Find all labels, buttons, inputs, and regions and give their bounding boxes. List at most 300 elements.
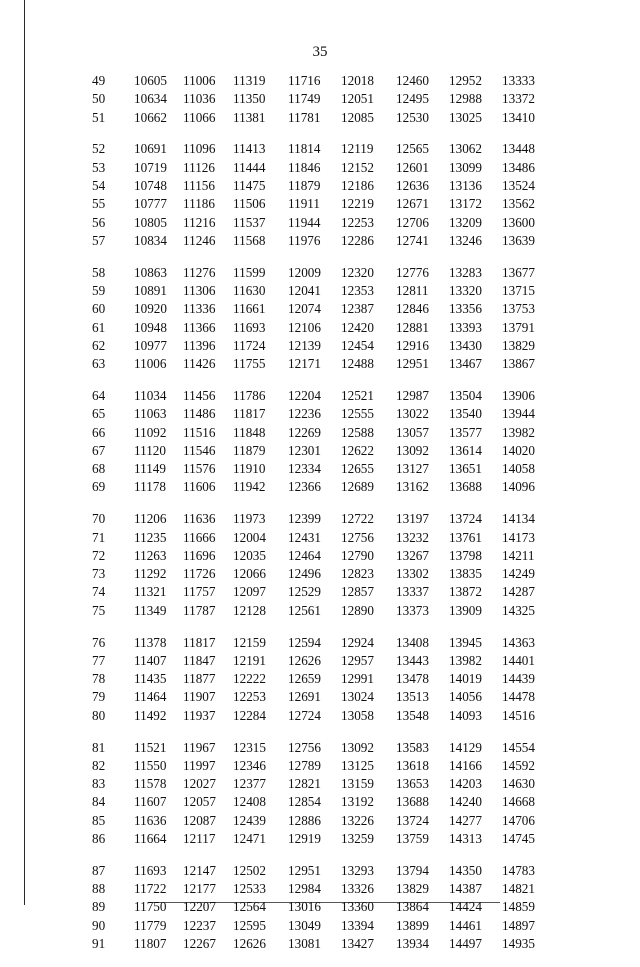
table-cell: 14020 — [502, 442, 535, 458]
table-cell: 14497 — [449, 935, 482, 951]
table-row — [70, 670, 570, 688]
table-cell: 12253 — [341, 214, 374, 230]
table-cell: 12857 — [341, 584, 374, 600]
table-cell: 12561 — [288, 602, 321, 618]
table-cell: 10605 — [134, 73, 167, 88]
table-cell: 11206 — [134, 511, 167, 527]
table-cell: 12159 — [233, 634, 266, 650]
table-cell: 13724 — [396, 812, 429, 828]
table-cell: 11847 — [183, 652, 216, 668]
table-row — [70, 862, 570, 880]
table-cell: 13791 — [502, 319, 535, 335]
table-cell: 11156 — [183, 177, 215, 193]
table-cell: 12207 — [183, 899, 216, 915]
table-cell: 11817 — [183, 634, 216, 650]
row-index-cell: 77 — [92, 652, 106, 668]
table-row — [70, 442, 570, 460]
table-cell: 11378 — [134, 634, 167, 650]
table-cell: 10834 — [134, 232, 167, 248]
table-cell: 14313 — [449, 830, 482, 846]
table-cell: 11630 — [233, 282, 266, 298]
table-cell: 11911 — [288, 196, 320, 212]
table-cell: 12253 — [233, 689, 266, 705]
table-cell: 12353 — [341, 282, 374, 298]
table-cell: 11879 — [288, 177, 321, 193]
row-index-cell: 59 — [92, 282, 106, 298]
table-cell: 11336 — [183, 301, 216, 317]
table-row — [70, 195, 570, 213]
table-cell: 11036 — [183, 91, 216, 107]
row-index-cell: 55 — [92, 196, 106, 212]
table-cell: 11757 — [183, 584, 216, 600]
row-index-cell: 56 — [92, 214, 106, 230]
table-row — [70, 739, 570, 757]
table-cell: 11944 — [288, 214, 321, 230]
table-cell: 11846 — [288, 159, 321, 175]
table-cell: 14439 — [502, 671, 535, 687]
table-cell: 11456 — [183, 387, 216, 403]
table-cell: 13688 — [449, 479, 482, 495]
table-cell: 12119 — [341, 141, 374, 157]
table-row — [70, 935, 570, 953]
table-cell: 12952 — [449, 73, 482, 88]
table-cell: 11807 — [134, 935, 167, 951]
row-index-cell: 67 — [92, 442, 106, 458]
table-cell: 13583 — [396, 739, 429, 755]
table-cell: 11599 — [233, 264, 266, 280]
table-row — [70, 232, 570, 250]
row-index-cell: 73 — [92, 566, 106, 582]
table-cell: 13356 — [449, 301, 482, 317]
table-cell: 13945 — [449, 634, 482, 650]
table-cell: 12018 — [341, 73, 374, 88]
row-index-cell: 72 — [92, 547, 106, 563]
table-cell: 13448 — [502, 141, 535, 157]
table-cell: 12495 — [396, 91, 429, 107]
table-cell: 11750 — [134, 899, 167, 915]
table-cell: 11537 — [233, 214, 266, 230]
table-cell: 13759 — [396, 830, 429, 846]
table-row-group — [70, 739, 570, 849]
table-cell: 14401 — [502, 652, 535, 668]
table-row — [70, 72, 570, 90]
table-cell: 11066 — [183, 109, 216, 125]
row-index-cell: 78 — [92, 671, 106, 687]
table-cell: 14240 — [449, 794, 482, 810]
table-cell: 14424 — [449, 899, 482, 915]
table-cell: 12051 — [341, 91, 374, 107]
row-index-cell: 89 — [92, 899, 106, 915]
table-cell: 13867 — [502, 356, 535, 372]
table-cell: 13829 — [396, 881, 429, 897]
table-cell: 11321 — [134, 584, 167, 600]
table-row — [70, 757, 570, 775]
table-cell: 12924 — [341, 634, 374, 650]
table-row-group — [70, 634, 570, 725]
table-cell: 12027 — [183, 776, 216, 792]
table-cell: 13360 — [341, 899, 374, 915]
table-cell: 10748 — [134, 177, 167, 193]
table-cell: 11349 — [134, 602, 167, 618]
table-row — [70, 109, 570, 127]
table-cell: 13232 — [396, 529, 429, 545]
table-cell: 12988 — [449, 91, 482, 107]
table-cell: 12823 — [341, 566, 374, 582]
table-cell: 13761 — [449, 529, 482, 545]
table-cell: 10691 — [134, 141, 167, 157]
table-cell: 13326 — [341, 881, 374, 897]
table-row — [70, 355, 570, 373]
row-index-cell: 66 — [92, 424, 106, 440]
table-cell: 12236 — [288, 406, 321, 422]
table-cell: 14019 — [449, 671, 482, 687]
table-cell: 12886 — [288, 812, 321, 828]
table-cell: 13724 — [449, 511, 482, 527]
table-cell: 11426 — [183, 356, 216, 372]
table-cell: 14277 — [449, 812, 482, 828]
table-cell: 11910 — [233, 461, 266, 477]
table-cell: 12984 — [288, 881, 321, 897]
table-cell: 13136 — [449, 177, 482, 193]
table-cell: 13504 — [449, 387, 482, 403]
table-cell: 11726 — [183, 566, 216, 582]
table-cell: 11787 — [183, 602, 216, 618]
table-cell: 13486 — [502, 159, 535, 175]
table-cell: 14897 — [502, 917, 535, 933]
table-cell: 12811 — [396, 282, 429, 298]
table-cell: 14173 — [502, 529, 535, 545]
table-cell: 11976 — [288, 232, 321, 248]
table-cell: 11576 — [183, 461, 216, 477]
row-index-cell: 58 — [92, 264, 106, 280]
table-cell: 12066 — [233, 566, 266, 582]
table-cell: 14745 — [502, 830, 535, 846]
table-cell: 14056 — [449, 689, 482, 705]
table-cell: 11516 — [183, 424, 216, 440]
table-cell: 11034 — [134, 387, 167, 403]
table-cell: 13524 — [502, 177, 535, 193]
table-row — [70, 812, 570, 830]
table-cell: 12171 — [288, 356, 321, 372]
table-cell: 12106 — [288, 319, 321, 335]
row-index-cell: 54 — [92, 177, 106, 193]
table-cell: 13022 — [396, 406, 429, 422]
table-cell: 12439 — [233, 812, 266, 828]
table-cell: 12594 — [288, 634, 321, 650]
table-cell: 12890 — [341, 602, 374, 618]
table-cell: 11546 — [183, 442, 216, 458]
table-cell: 13934 — [396, 935, 429, 951]
table-cell: 11997 — [183, 757, 216, 773]
table-cell: 12789 — [288, 757, 321, 773]
row-index-cell: 57 — [92, 232, 106, 248]
table-cell: 11550 — [134, 757, 167, 773]
table-cell: 12035 — [233, 547, 266, 563]
table-row-group — [70, 510, 570, 620]
table-cell: 12284 — [233, 707, 266, 723]
table-cell: 14287 — [502, 584, 535, 600]
table-cell: 11276 — [183, 264, 216, 280]
table-cell: 12431 — [288, 529, 321, 545]
table-cell: 10777 — [134, 196, 167, 212]
table-row — [70, 510, 570, 528]
table-cell: 11486 — [183, 406, 216, 422]
table-cell: 11722 — [134, 881, 167, 897]
table-cell: 12622 — [341, 442, 374, 458]
table-cell: 10805 — [134, 214, 167, 230]
table-cell: 13548 — [396, 707, 429, 723]
table-cell: 12636 — [396, 177, 429, 193]
table-cell: 14211 — [502, 547, 535, 563]
table-cell: 12919 — [288, 830, 321, 846]
table-row — [70, 177, 570, 195]
table-cell: 13226 — [341, 812, 374, 828]
table-row — [70, 300, 570, 318]
table-cell: 13798 — [449, 547, 482, 563]
table-row — [70, 264, 570, 282]
table-cell: 11749 — [288, 91, 321, 107]
table-cell: 12377 — [233, 776, 266, 792]
table-cell: 13373 — [396, 602, 429, 618]
table-cell: 12626 — [288, 652, 321, 668]
table-cell: 11006 — [183, 73, 216, 88]
table-cell: 13016 — [288, 899, 321, 915]
table-cell: 12219 — [341, 196, 374, 212]
table-cell: 11696 — [183, 547, 216, 563]
table-cell: 12854 — [288, 794, 321, 810]
table-cell: 14783 — [502, 862, 535, 878]
table-cell: 12408 — [233, 794, 266, 810]
table-cell: 12204 — [288, 387, 321, 403]
table-cell: 11755 — [233, 356, 266, 372]
table-cell: 12951 — [396, 356, 429, 372]
table-cell: 12502 — [233, 862, 266, 878]
row-index-cell: 84 — [92, 794, 106, 810]
table-cell: 13293 — [341, 862, 374, 878]
table-cell: 12222 — [233, 671, 266, 687]
table-cell: 13600 — [502, 214, 535, 230]
row-index-cell: 70 — [92, 511, 106, 527]
row-index-cell: 90 — [92, 917, 106, 933]
table-cell: 12565 — [396, 141, 429, 157]
table-cell: 13246 — [449, 232, 482, 248]
table-cell: 12009 — [288, 264, 321, 280]
table-cell: 12454 — [341, 337, 374, 353]
table-cell: 12689 — [341, 479, 374, 495]
table-cell: 12659 — [288, 671, 321, 687]
row-index-cell: 82 — [92, 757, 106, 773]
table-cell: 11366 — [183, 319, 216, 335]
table-cell: 14134 — [502, 511, 535, 527]
table-cell: 11607 — [134, 794, 167, 810]
table-row — [70, 775, 570, 793]
table-cell: 13159 — [341, 776, 374, 792]
table-cell: 11781 — [288, 109, 321, 125]
table-cell: 13025 — [449, 109, 482, 125]
table-cell: 12595 — [233, 917, 266, 933]
table-row — [70, 565, 570, 583]
table-cell: 14350 — [449, 862, 482, 878]
table-row — [70, 547, 570, 565]
table-row — [70, 478, 570, 496]
table-cell: 11063 — [134, 406, 167, 422]
table-cell: 12460 — [396, 73, 429, 88]
table-cell: 12471 — [233, 830, 266, 846]
table-cell: 14821 — [502, 881, 535, 897]
table-cell: 11973 — [233, 511, 266, 527]
table-cell: 11319 — [233, 73, 266, 88]
table-cell: 12085 — [341, 109, 374, 125]
table-row — [70, 652, 570, 670]
table-cell: 12346 — [233, 757, 266, 773]
table-cell: 12626 — [233, 935, 266, 951]
table-cell: 11444 — [233, 159, 266, 175]
table-cell: 12671 — [396, 196, 429, 212]
table-cell: 12464 — [288, 547, 321, 563]
table-cell: 13906 — [502, 387, 535, 403]
table-row — [70, 880, 570, 898]
row-index-cell: 80 — [92, 707, 106, 723]
table-cell: 11848 — [233, 424, 266, 440]
table-cell: 13172 — [449, 196, 482, 212]
table-cell: 11693 — [233, 319, 266, 335]
table-row — [70, 793, 570, 811]
table-cell: 11877 — [183, 671, 216, 687]
table-cell: 11149 — [134, 461, 166, 477]
table-cell: 14129 — [449, 739, 482, 755]
table-cell: 13162 — [396, 479, 429, 495]
table-cell: 13909 — [449, 602, 482, 618]
table-cell: 11292 — [134, 566, 167, 582]
table-row — [70, 688, 570, 706]
table-cell: 13467 — [449, 356, 482, 372]
table-cell: 11506 — [233, 196, 266, 212]
table-row — [70, 529, 570, 547]
table-cell: 14592 — [502, 757, 535, 773]
table-cell: 12097 — [233, 584, 266, 600]
table-cell: 13410 — [502, 109, 535, 125]
table-row — [70, 319, 570, 337]
table-cell: 13899 — [396, 917, 429, 933]
table-cell: 13062 — [449, 141, 482, 157]
table-cell: 12366 — [288, 479, 321, 495]
table-cell: 13430 — [449, 337, 482, 353]
table-cell: 12315 — [233, 739, 266, 755]
table-cell: 11636 — [134, 812, 167, 828]
table-cell: 10977 — [134, 337, 167, 353]
table-cell: 12756 — [341, 529, 374, 545]
table-cell: 11178 — [134, 479, 166, 495]
table-cell: 12991 — [341, 671, 374, 687]
row-index-cell: 86 — [92, 830, 106, 846]
table-cell: 13478 — [396, 671, 429, 687]
table-row — [70, 387, 570, 405]
table-cell: 14478 — [502, 689, 535, 705]
row-index-cell: 63 — [92, 356, 106, 372]
table-cell: 13024 — [341, 689, 374, 705]
table-cell: 12147 — [183, 862, 216, 878]
table-cell: 14203 — [449, 776, 482, 792]
table-cell: 13092 — [341, 739, 374, 755]
table-cell: 14387 — [449, 881, 482, 897]
row-index-cell: 91 — [92, 935, 106, 951]
table-cell: 12237 — [183, 917, 216, 933]
table-cell: 13677 — [502, 264, 535, 280]
row-index-cell: 52 — [92, 141, 106, 157]
table-cell: 12555 — [341, 406, 374, 422]
table-cell: 12420 — [341, 319, 374, 335]
table-cell: 14461 — [449, 917, 482, 933]
table-cell: 12041 — [288, 282, 321, 298]
table-cell: 14166 — [449, 757, 482, 773]
table-cell: 12186 — [341, 177, 374, 193]
table-cell: 11120 — [134, 442, 166, 458]
row-index-cell: 83 — [92, 776, 106, 792]
page-left-edge — [24, 0, 25, 905]
table-cell: 13259 — [341, 830, 374, 846]
table-cell: 12128 — [233, 602, 266, 618]
table-cell: 11186 — [183, 196, 215, 212]
table-cell: 14935 — [502, 935, 535, 951]
table-cell: 11661 — [233, 301, 266, 317]
table-cell: 13688 — [396, 794, 429, 810]
table-cell: 14516 — [502, 707, 535, 723]
table-cell: 11578 — [134, 776, 167, 792]
table-cell: 12087 — [183, 812, 216, 828]
table-cell: 13715 — [502, 282, 535, 298]
table-cell: 11814 — [288, 141, 321, 157]
table-cell: 13058 — [341, 707, 374, 723]
row-index-cell: 87 — [92, 862, 106, 878]
table-cell: 11521 — [134, 739, 167, 755]
table-cell: 13333 — [502, 73, 535, 88]
table-row-group — [70, 264, 570, 374]
table-cell: 12177 — [183, 881, 216, 897]
table-row — [70, 405, 570, 423]
table-cell: 12987 — [396, 387, 429, 403]
table-cell: 13192 — [341, 794, 374, 810]
table-cell: 12951 — [288, 862, 321, 878]
table-cell: 10719 — [134, 159, 167, 175]
table-cell: 12191 — [233, 652, 266, 668]
table-cell: 11475 — [233, 177, 266, 193]
table-cell: 13753 — [502, 301, 535, 317]
table-cell: 13092 — [396, 442, 429, 458]
table-cell: 13982 — [449, 652, 482, 668]
row-index-cell: 88 — [92, 881, 106, 897]
table-cell: 12301 — [288, 442, 321, 458]
row-index-cell: 75 — [92, 602, 106, 618]
table-cell: 13829 — [502, 337, 535, 353]
table-row — [70, 830, 570, 848]
table-cell: 14249 — [502, 566, 535, 582]
table-cell: 11413 — [233, 141, 266, 157]
table-row — [70, 602, 570, 620]
table-cell: 12286 — [341, 232, 374, 248]
row-index-cell: 74 — [92, 584, 106, 600]
table-cell: 13540 — [449, 406, 482, 422]
table-row-group — [70, 387, 570, 497]
table-cell: 12706 — [396, 214, 429, 230]
table-cell: 13302 — [396, 566, 429, 582]
table-cell: 11435 — [134, 671, 167, 687]
row-index-cell: 68 — [92, 461, 106, 477]
table-cell: 10634 — [134, 91, 167, 107]
table-cell: 12601 — [396, 159, 429, 175]
table-cell: 13127 — [396, 461, 429, 477]
table-cell: 14706 — [502, 812, 535, 828]
row-index-cell: 69 — [92, 479, 106, 495]
